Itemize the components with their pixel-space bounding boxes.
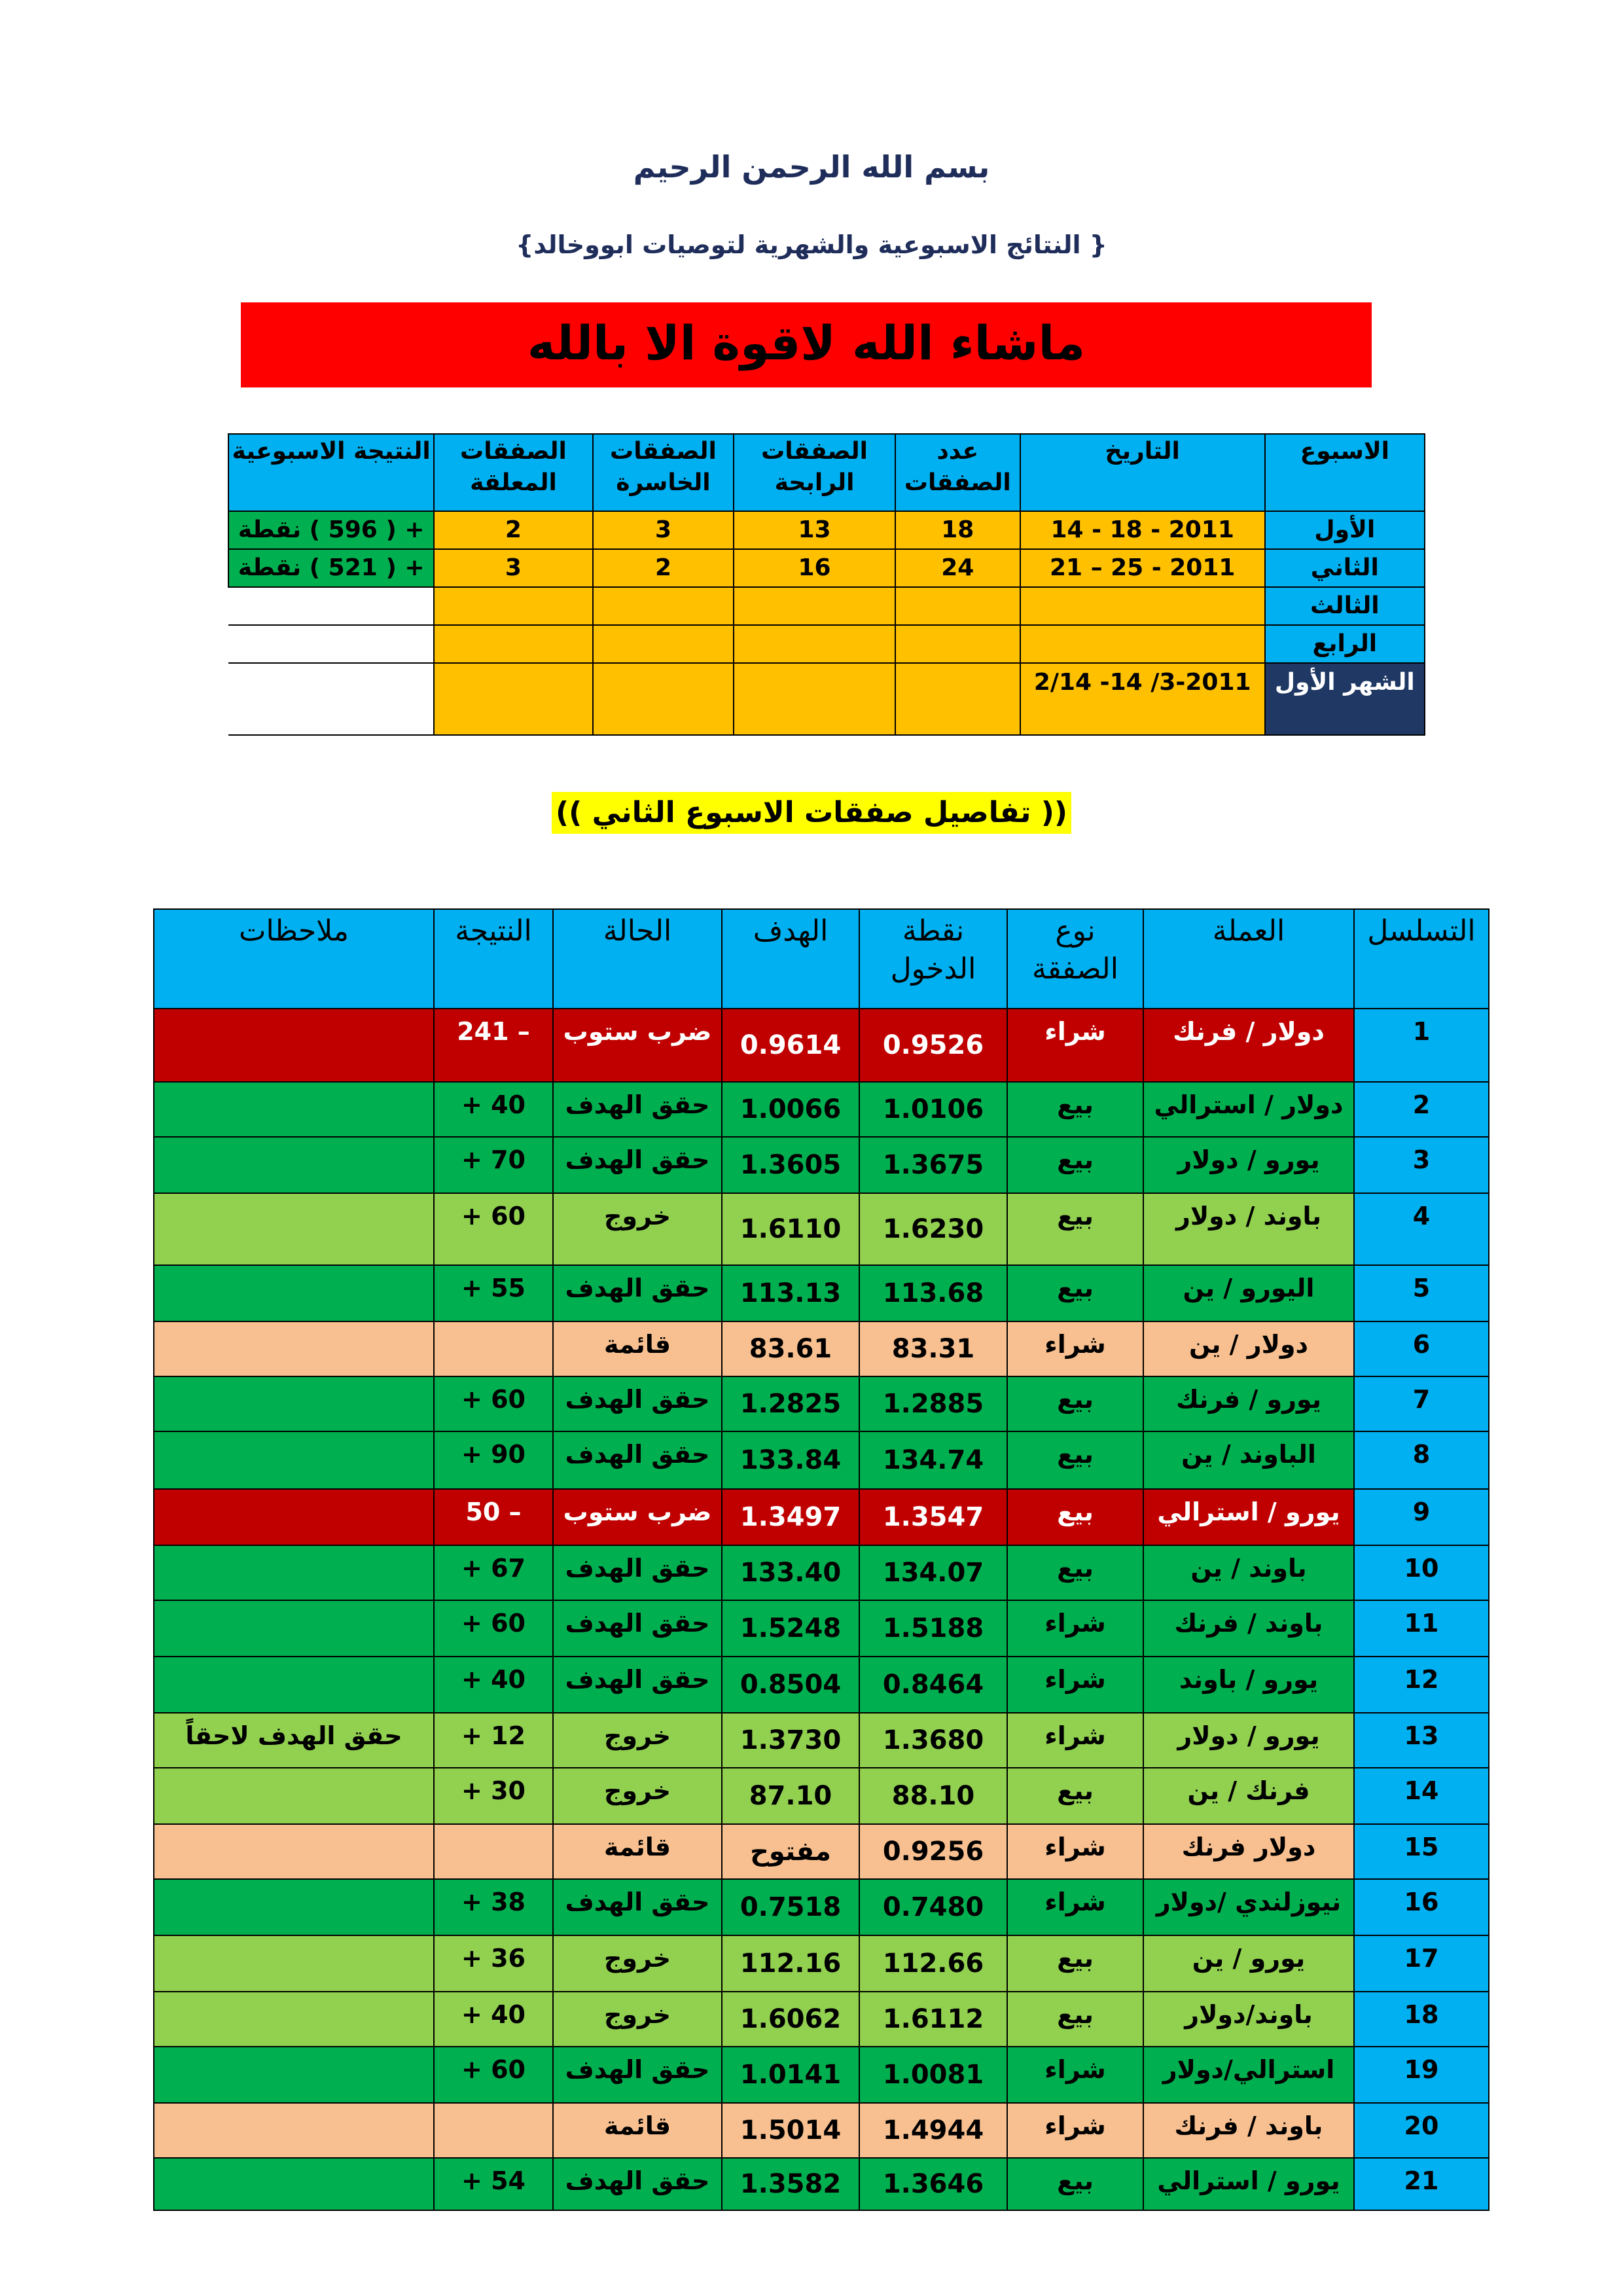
col-entry: نقطة الدخول [859, 909, 1007, 1009]
summary-week: الأول [1265, 511, 1425, 549]
type-cell: بيع [1007, 1992, 1143, 2047]
type-cell: شراء [1007, 1879, 1143, 1935]
result-cell: + 90 [434, 1431, 553, 1489]
summary-pending: 3 [434, 549, 592, 587]
entry-cell: 1.5188 [859, 1600, 1007, 1657]
target-cell: 1.5248 [722, 1600, 859, 1657]
col-type: نوع الصفقة [1007, 909, 1143, 1009]
result-cell: + 40 [434, 1992, 553, 2047]
serial-cell: 6 [1354, 1321, 1489, 1376]
note-cell [154, 1935, 434, 1992]
trade-row [154, 1713, 1489, 1768]
note-cell [154, 1431, 434, 1489]
trade-row [154, 1824, 1489, 1879]
pair-cell: يورو / دولار [1143, 1713, 1354, 1768]
result-cell: 241 – [434, 1009, 553, 1082]
serial-cell: 21 [1354, 2158, 1489, 2210]
col-result: النتيجة [434, 909, 553, 1009]
summary-count [895, 587, 1020, 625]
serial-cell: 16 [1354, 1879, 1489, 1935]
basmala-heading: بسم الله الرحمن الرحيم [633, 149, 990, 185]
result-cell [434, 1824, 553, 1879]
summary-col-loss: الصفقات الخاسرة [593, 434, 734, 511]
trade-row [154, 1657, 1489, 1713]
pair-cell: دولار / استرالي [1143, 1082, 1354, 1137]
trade-row [154, 1431, 1489, 1489]
pair-cell: الباوند / ين [1143, 1431, 1354, 1489]
entry-cell: 0.9256 [859, 1824, 1007, 1879]
summary-win [734, 625, 895, 663]
summary-col-week: الاسبوع [1265, 434, 1425, 511]
summary-col-win: الصفقات الرابحة [734, 434, 895, 511]
target-cell: 1.5014 [722, 2103, 859, 2158]
type-cell: بيع [1007, 1137, 1143, 1193]
note-cell [154, 2103, 434, 2158]
result-cell: + 40 [434, 1657, 553, 1713]
note-cell [154, 2158, 434, 2210]
entry-cell: 113.68 [859, 1265, 1007, 1321]
summary-date: 14 - 18 - 2011 [1020, 511, 1265, 549]
type-cell: بيع [1007, 1376, 1143, 1431]
status-cell: حقق الهدف [553, 2047, 722, 2103]
serial-cell: 15 [1354, 1824, 1489, 1879]
target-cell: 112.16 [722, 1935, 859, 1992]
red-banner: ماشاء الله لاقوة الا بالله [241, 302, 1372, 387]
summary-loss [593, 587, 734, 625]
summary-date [1020, 587, 1265, 625]
result-cell: + 30 [434, 1768, 553, 1824]
summary-col-date: التاريخ [1020, 434, 1265, 511]
serial-cell: 1 [1354, 1009, 1489, 1082]
type-cell: شراء [1007, 2047, 1143, 2103]
serial-cell: 14 [1354, 1768, 1489, 1824]
summary-row [228, 587, 1425, 625]
pair-cell: باوند / فرنك [1143, 2103, 1354, 2158]
target-cell: 1.3605 [722, 1137, 859, 1193]
trade-row [154, 1009, 1489, 1082]
entry-cell: 0.8464 [859, 1657, 1007, 1713]
type-cell: بيع [1007, 1935, 1143, 1992]
col-pair: العملة [1143, 909, 1354, 1009]
summary-col-pending: الصفقات المعلقة [434, 434, 592, 511]
trade-row [154, 1137, 1489, 1193]
entry-cell: 134.07 [859, 1545, 1007, 1600]
pair-cell: يورو / دولار [1143, 1137, 1354, 1193]
pair-cell: دولار فرنك [1143, 1824, 1354, 1879]
pair-cell: دولار / ين [1143, 1321, 1354, 1376]
note-cell [154, 1193, 434, 1265]
entry-cell: 1.0106 [859, 1082, 1007, 1137]
summary-win [734, 663, 895, 735]
summary-week: الثاني [1265, 549, 1425, 587]
target-cell: 113.13 [722, 1265, 859, 1321]
note-cell: حقق الهدف لاحقاً [154, 1713, 434, 1768]
pair-cell: دولار / فرنك [1143, 1009, 1354, 1082]
status-cell: قائمة [553, 1824, 722, 1879]
note-cell [154, 1992, 434, 2047]
trade-row [154, 1489, 1489, 1545]
target-cell: 1.0141 [722, 2047, 859, 2103]
target-cell: 1.0066 [722, 1082, 859, 1137]
note-cell [154, 1321, 434, 1376]
trade-row [154, 2103, 1489, 2158]
pair-cell: فرنك / ين [1143, 1768, 1354, 1824]
summary-result [228, 625, 434, 663]
pair-cell: استرالي/دولار [1143, 2047, 1354, 2103]
entry-cell: 1.4944 [859, 2103, 1007, 2158]
summary-col-count: عدد الصفقات [895, 434, 1020, 511]
serial-cell: 7 [1354, 1376, 1489, 1431]
summary-count [895, 663, 1020, 735]
target-cell: 0.7518 [722, 1879, 859, 1935]
summary-loss: 2 [593, 549, 734, 587]
type-cell: شراء [1007, 1600, 1143, 1657]
trades-details-table [153, 908, 1489, 2211]
pair-cell: يورو / فرنك [1143, 1376, 1354, 1431]
entry-cell: 112.66 [859, 1935, 1007, 1992]
entry-cell: 0.7480 [859, 1879, 1007, 1935]
status-cell: خروج [553, 1935, 722, 1992]
col-notes: ملاحظات [154, 909, 434, 1009]
result-cell: + 12 [434, 1713, 553, 1768]
trade-row [154, 1265, 1489, 1321]
trade-row [154, 1082, 1489, 1137]
pair-cell: يورو / استرالي [1143, 2158, 1354, 2210]
note-cell [154, 1082, 434, 1137]
entry-cell: 1.3680 [859, 1713, 1007, 1768]
pair-cell: يورو / استرالي [1143, 1489, 1354, 1545]
type-cell: بيع [1007, 1082, 1143, 1137]
note-cell [154, 1545, 434, 1600]
type-cell: بيع [1007, 1489, 1143, 1545]
trade-row [154, 1935, 1489, 1992]
summary-pending [434, 587, 592, 625]
note-cell [154, 1824, 434, 1879]
summary-date: 2/14 -14 /3-2011 [1020, 663, 1265, 735]
type-cell: بيع [1007, 1545, 1143, 1600]
trade-row [154, 1879, 1489, 1935]
summary-pending [434, 625, 592, 663]
status-cell: حقق الهدف [553, 1879, 722, 1935]
entry-cell: 1.0081 [859, 2047, 1007, 2103]
col-target: الهدف [722, 909, 859, 1009]
serial-cell: 19 [1354, 2047, 1489, 2103]
target-cell: 0.8504 [722, 1657, 859, 1713]
status-cell: حقق الهدف [553, 1376, 722, 1431]
status-cell: حقق الهدف [553, 1431, 722, 1489]
type-cell: شراء [1007, 2103, 1143, 2158]
trade-row [154, 1768, 1489, 1824]
type-cell: بيع [1007, 2158, 1143, 2210]
pair-cell: اليورو / ين [1143, 1265, 1354, 1321]
summary-result [228, 587, 434, 625]
trade-row [154, 1321, 1489, 1376]
status-cell: خروج [553, 1768, 722, 1824]
target-cell: 1.3582 [722, 2158, 859, 2210]
serial-cell: 5 [1354, 1265, 1489, 1321]
result-cell: + 70 [434, 1137, 553, 1193]
result-cell [434, 1321, 553, 1376]
status-cell: حقق الهدف [553, 1600, 722, 1657]
summary-result: + ( 596 ) نقطة [228, 511, 434, 549]
trade-row [154, 2158, 1489, 2210]
status-cell: قائمة [553, 1321, 722, 1376]
summary-win: 16 [734, 549, 895, 587]
summary-pending [434, 663, 592, 735]
entry-cell: 88.10 [859, 1768, 1007, 1824]
type-cell: شراء [1007, 1713, 1143, 1768]
document-subtitle: { النتائج الاسبوعية والشهرية لتوصيات ابووخالد} [516, 230, 1107, 259]
result-cell: + 60 [434, 2047, 553, 2103]
summary-date: 21 – 25 - 2011 [1020, 549, 1265, 587]
target-cell: 1.6062 [722, 1992, 859, 2047]
summary-header-row [228, 434, 1425, 511]
type-cell: شراء [1007, 1824, 1143, 1879]
summary-date [1020, 625, 1265, 663]
trade-row [154, 1193, 1489, 1265]
pair-cell: باوند / ين [1143, 1545, 1354, 1600]
section-title-text: (( تفاصيل صفقات الاسبوع الثاني )) [552, 792, 1071, 834]
pair-cell: نيوزلندي /دولار [1143, 1879, 1354, 1935]
summary-week: الرابع [1265, 625, 1425, 663]
status-cell: ضرب ستوب [553, 1009, 722, 1082]
pair-cell: يورو / باوند [1143, 1657, 1354, 1713]
serial-cell: 4 [1354, 1193, 1489, 1265]
summary-col-result: النتيجة الاسبوعية [228, 434, 434, 511]
weekly-summary-table [228, 433, 1425, 736]
summary-win [734, 587, 895, 625]
summary-result: + ( 521 ) نقطة [228, 549, 434, 587]
entry-cell: 1.6112 [859, 1992, 1007, 2047]
summary-loss [593, 625, 734, 663]
status-cell: حقق الهدف [553, 1265, 722, 1321]
status-cell: خروج [553, 1992, 722, 2047]
status-cell: خروج [553, 1193, 722, 1265]
summary-row [228, 511, 1425, 549]
serial-cell: 10 [1354, 1545, 1489, 1600]
serial-cell: 9 [1354, 1489, 1489, 1545]
summary-row [228, 549, 1425, 587]
serial-cell: 2 [1354, 1082, 1489, 1137]
summary-loss [593, 663, 734, 735]
trade-row [154, 2047, 1489, 2103]
result-cell: + 55 [434, 1265, 553, 1321]
serial-cell: 20 [1354, 2103, 1489, 2158]
pair-cell: يورو / ين [1143, 1935, 1354, 1992]
serial-cell: 3 [1354, 1137, 1489, 1193]
result-cell: + 60 [434, 1193, 553, 1265]
type-cell: شراء [1007, 1009, 1143, 1082]
note-cell [154, 1768, 434, 1824]
summary-count [895, 625, 1020, 663]
target-cell: 1.3497 [722, 1489, 859, 1545]
type-cell: شراء [1007, 1657, 1143, 1713]
target-cell: 1.2825 [722, 1376, 859, 1431]
type-cell: بيع [1007, 1193, 1143, 1265]
note-cell [154, 1265, 434, 1321]
trade-row [154, 1545, 1489, 1600]
col-serial: التسلسل [1354, 909, 1489, 1009]
type-cell: شراء [1007, 1321, 1143, 1376]
summary-week: الشهر الأول [1265, 663, 1425, 735]
note-cell [154, 1009, 434, 1082]
status-cell: حقق الهدف [553, 1082, 722, 1137]
result-cell: 50 – [434, 1489, 553, 1545]
entry-cell: 1.3646 [859, 2158, 1007, 2210]
status-cell: حقق الهدف [553, 2158, 722, 2210]
result-cell: + 38 [434, 1879, 553, 1935]
status-cell: ضرب ستوب [553, 1489, 722, 1545]
status-cell: قائمة [553, 2103, 722, 2158]
summary-result [228, 663, 434, 735]
target-cell: 1.6110 [722, 1193, 859, 1265]
summary-count: 18 [895, 511, 1020, 549]
target-cell: مفتوح [722, 1824, 859, 1879]
summary-week: الثالث [1265, 587, 1425, 625]
serial-cell: 17 [1354, 1935, 1489, 1992]
col-status: الحالة [553, 909, 722, 1009]
trade-row [154, 1600, 1489, 1657]
type-cell: بيع [1007, 1265, 1143, 1321]
result-cell: + 60 [434, 1376, 553, 1431]
trade-row [154, 1992, 1489, 2047]
summary-row [228, 625, 1425, 663]
serial-cell: 18 [1354, 1992, 1489, 2047]
entry-cell: 1.6230 [859, 1193, 1007, 1265]
entry-cell: 83.31 [859, 1321, 1007, 1376]
target-cell: 0.9614 [722, 1009, 859, 1082]
target-cell: 87.10 [722, 1768, 859, 1824]
target-cell: 133.84 [722, 1431, 859, 1489]
status-cell: خروج [553, 1713, 722, 1768]
serial-cell: 13 [1354, 1713, 1489, 1768]
summary-pending: 2 [434, 511, 592, 549]
section-title [0, 792, 1623, 834]
note-cell [154, 1137, 434, 1193]
result-cell: + 36 [434, 1935, 553, 1992]
details-header-row [154, 909, 1489, 1009]
result-cell [434, 2103, 553, 2158]
note-cell [154, 1879, 434, 1935]
status-cell: حقق الهدف [553, 1545, 722, 1600]
pair-cell: باوند / دولار [1143, 1193, 1354, 1265]
summary-loss: 3 [593, 511, 734, 549]
target-cell: 1.3730 [722, 1713, 859, 1768]
entry-cell: 1.3547 [859, 1489, 1007, 1545]
pair-cell: باوند / فرنك [1143, 1600, 1354, 1657]
serial-cell: 12 [1354, 1657, 1489, 1713]
note-cell [154, 1376, 434, 1431]
result-cell: + 40 [434, 1082, 553, 1137]
result-cell: + 67 [434, 1545, 553, 1600]
entry-cell: 1.2885 [859, 1376, 1007, 1431]
trade-row [154, 1376, 1489, 1431]
status-cell: حقق الهدف [553, 1137, 722, 1193]
note-cell [154, 1489, 434, 1545]
entry-cell: 134.74 [859, 1431, 1007, 1489]
summary-win: 13 [734, 511, 895, 549]
summary-row-month [228, 663, 1425, 735]
status-cell: حقق الهدف [553, 1657, 722, 1713]
summary-count: 24 [895, 549, 1020, 587]
target-cell: 133.40 [722, 1545, 859, 1600]
result-cell: + 54 [434, 2158, 553, 2210]
type-cell: بيع [1007, 1431, 1143, 1489]
note-cell [154, 1657, 434, 1713]
serial-cell: 8 [1354, 1431, 1489, 1489]
serial-cell: 11 [1354, 1600, 1489, 1657]
entry-cell: 1.3675 [859, 1137, 1007, 1193]
type-cell: بيع [1007, 1768, 1143, 1824]
target-cell: 83.61 [722, 1321, 859, 1376]
pair-cell: باوند/دولار [1143, 1992, 1354, 2047]
note-cell [154, 1600, 434, 1657]
note-cell [154, 2047, 434, 2103]
result-cell: + 60 [434, 1600, 553, 1657]
entry-cell: 0.9526 [859, 1009, 1007, 1082]
